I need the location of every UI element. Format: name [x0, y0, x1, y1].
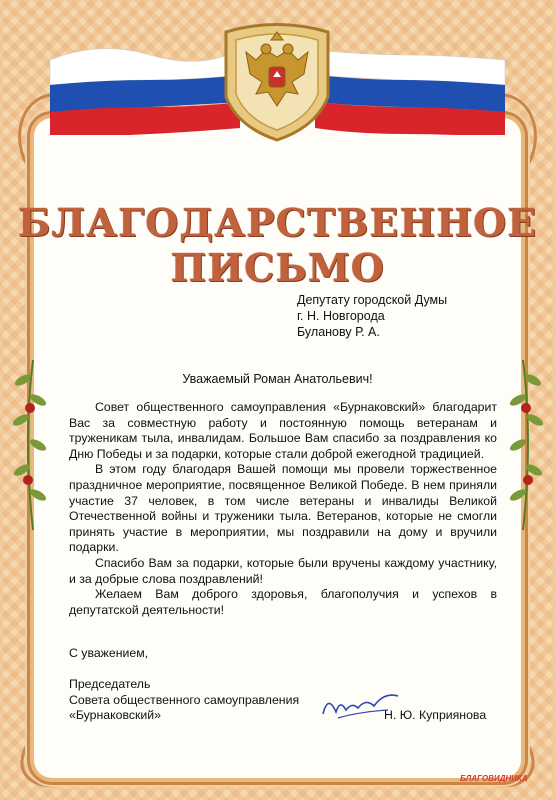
russian-flag-right-icon	[315, 40, 515, 135]
addressee-line: г. Н. Новгорода	[297, 309, 385, 323]
signatory-line: «Бурнаковский»	[69, 708, 161, 723]
signatory-name: Н. Ю. Куприянова	[384, 708, 487, 722]
addressee-line: Буланову Р. А.	[297, 325, 380, 339]
letter-title-line1: БЛАГОДАРСТВЕННОЕ	[17, 200, 538, 245]
addressee-line: Депутату городской Думы	[297, 293, 448, 307]
closing: С уважением,	[69, 646, 149, 660]
salutation: Уважаемый Роман Анатольевич!	[182, 372, 373, 386]
signatory-line: Совета общественного самоуправления	[69, 692, 300, 707]
signatory-line: Председатель	[69, 677, 151, 691]
publisher-logo: БЛАГОВИДНИКА	[460, 774, 528, 783]
letter-body	[69, 400, 497, 618]
letter-title-line2: ПИСЬМО	[170, 245, 385, 290]
body-paragraph: Желаем Вам доброго здоровья, благополучия и успехов в депутатской деятельности!	[69, 587, 497, 617]
coat-of-arms-emblem-icon	[216, 22, 338, 142]
signatory-block	[69, 677, 299, 724]
addressee-block	[297, 292, 447, 340]
russian-flag-left-icon	[40, 40, 240, 135]
body-paragraph: Спасибо Вам за подарки, которые были вручены каждому участнику, и за добрые слова поздравлений!	[69, 555, 497, 586]
body-paragraph: В этом году благодаря Вашей помощи мы провели торжественное праздничное мероприятие, посвященное Великой Победе. В нем приняли участие 37 человек, в том числе ветераны и инвалиды Великой Отечественной войны и труженики тыла. Ветеранов, которые не смогли принять участие в мероприятии, мы поздравили на дому и вручили подарки.	[69, 462, 497, 555]
body-paragraph: Совет общественного самоуправления «Бурнаковский» благодарит Вас за совместную работу и постоянную помощь ветеранам и труженикам тыла, инвалидам. Большое Вам спасибо за поздравления ко Дню Победы и за подарки, которые стали доброй ежегодной традицией.	[69, 400, 497, 461]
